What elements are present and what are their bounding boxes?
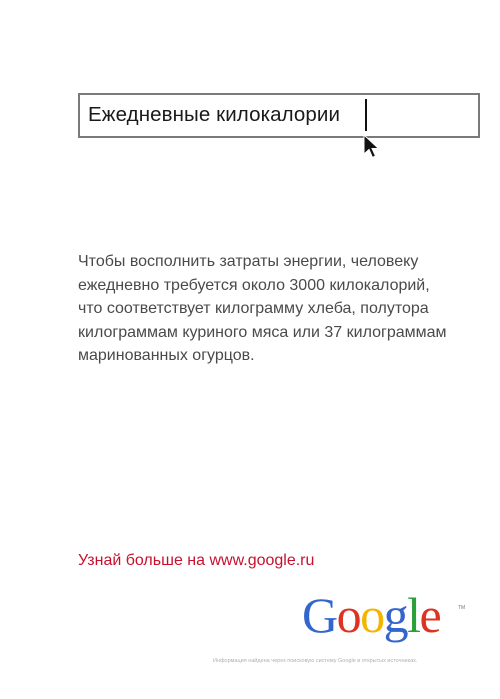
google-logo	[302, 587, 441, 643]
search-input[interactable]	[78, 93, 480, 138]
logo-letter: o	[360, 587, 384, 643]
body-line: маринованных огурцов.	[78, 347, 255, 364]
body-line: килограммам куриного мяса или 37 килограммам	[78, 323, 447, 341]
logo-letter: l	[407, 587, 420, 643]
body-line: что соответствует килограмму хлеба, полутора	[78, 300, 429, 317]
mouse-pointer-icon	[363, 134, 381, 160]
disclaimer-text: Информация найдена через поисковую систему Google в открытых источниках.	[213, 658, 418, 664]
logo-letter: e	[419, 587, 441, 643]
trademark-mark: TM	[458, 605, 466, 611]
body-line: ежедневно требуется около 3000 килокалорий,	[78, 276, 430, 294]
body-paragraph	[78, 250, 488, 368]
text-caret	[365, 99, 367, 131]
cta-link[interactable]: Узнай больше на www.google.ru	[78, 552, 315, 569]
logo-letter: G	[302, 587, 337, 643]
logo-letter: g	[383, 587, 408, 643]
search-query-text: Ежедневные килокалории	[88, 103, 340, 126]
body-line: Чтобы восполнить затраты энергии, человеку	[78, 253, 419, 270]
logo-letter: o	[336, 587, 361, 643]
